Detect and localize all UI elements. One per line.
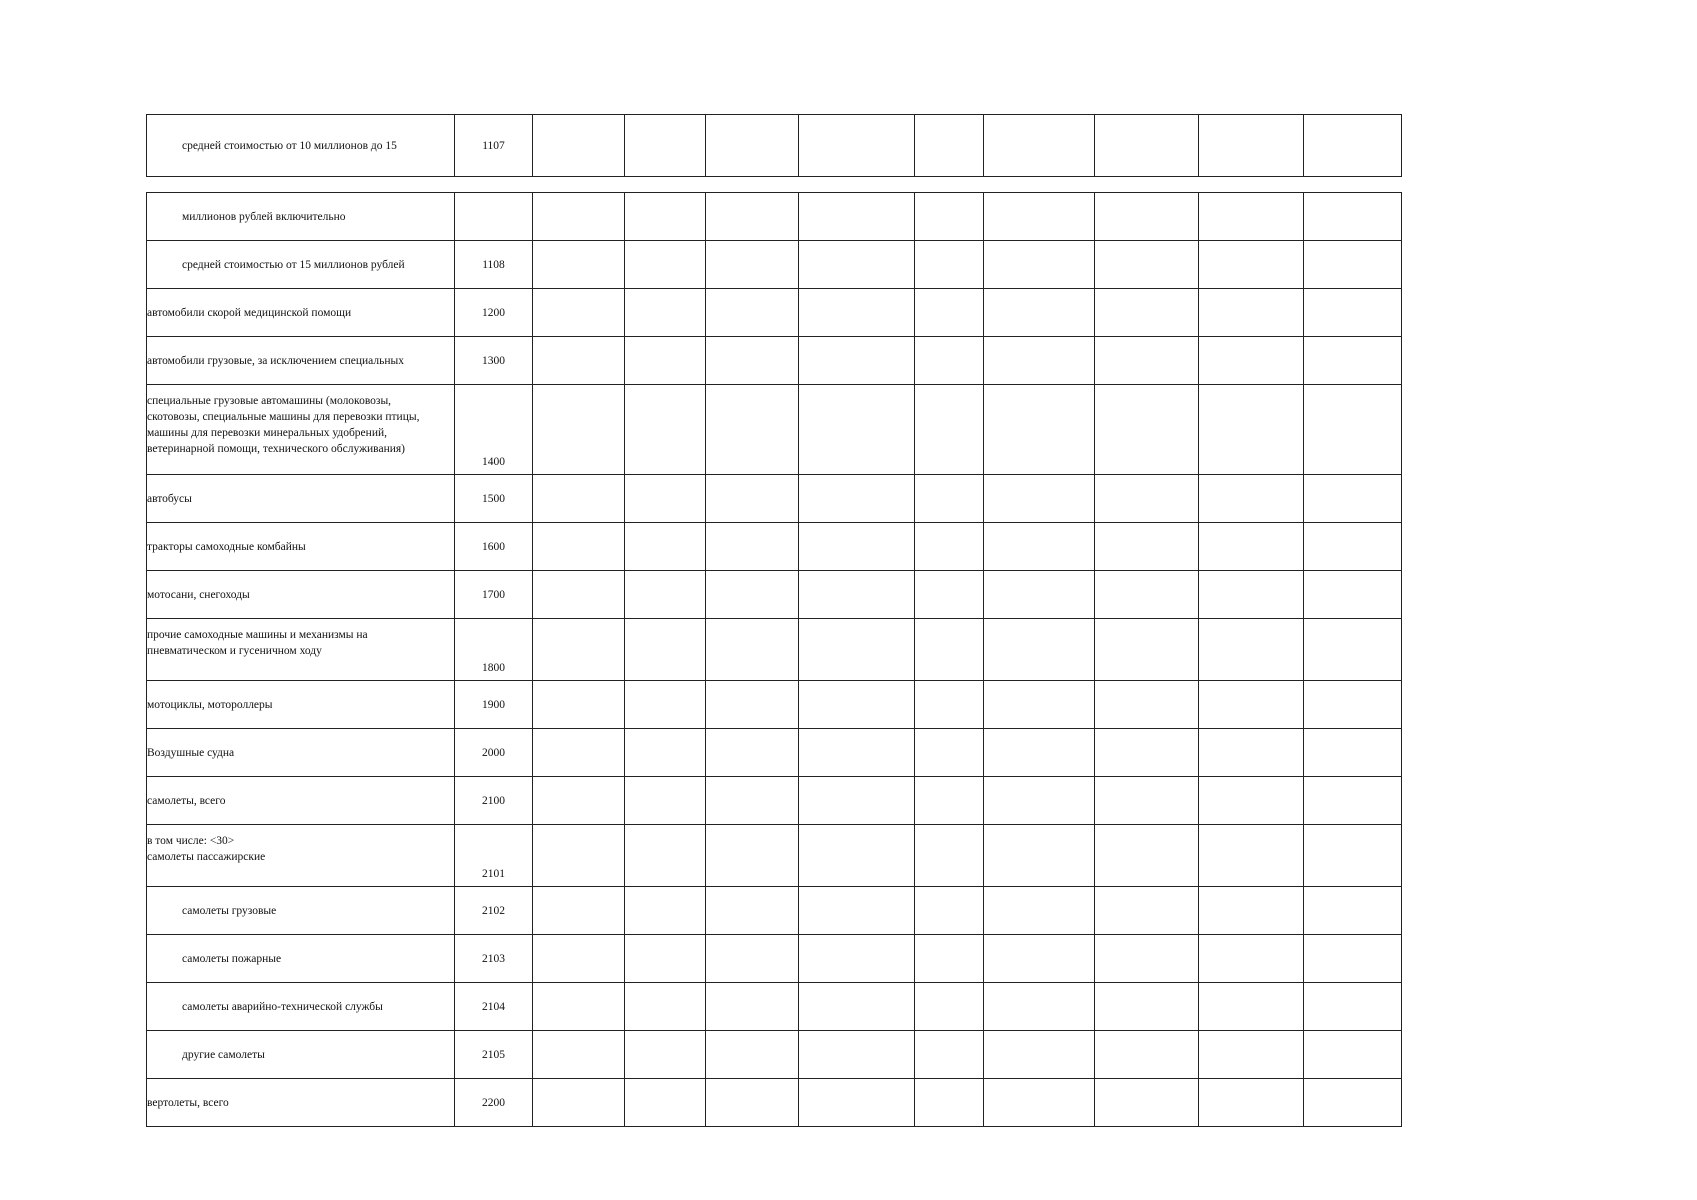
empty-value-cell[interactable]	[1304, 337, 1402, 385]
row-name-cell	[147, 935, 455, 983]
table-row	[147, 289, 1402, 337]
table-row	[147, 523, 1402, 571]
empty-value-cell[interactable]	[533, 337, 625, 385]
empty-value-cell[interactable]	[1199, 825, 1304, 887]
row-name-text: самолеты пожарные	[182, 952, 282, 965]
row-name-text: другие самолеты	[182, 1048, 265, 1061]
empty-value-cell[interactable]	[706, 115, 799, 177]
row-name-cell	[147, 1079, 455, 1127]
table-row	[147, 1031, 1402, 1079]
empty-value-cell[interactable]	[706, 887, 799, 935]
row-code-cell: 1600	[455, 523, 533, 571]
empty-value-cell[interactable]	[799, 935, 915, 983]
row-name-cell	[147, 887, 455, 935]
empty-value-cell[interactable]	[1304, 523, 1402, 571]
empty-value-cell[interactable]	[984, 777, 1095, 825]
empty-value-cell[interactable]	[799, 619, 915, 681]
row-code-cell: 1800	[455, 619, 533, 681]
row-name-text: тракторы самоходные комбайны	[147, 540, 306, 553]
empty-value-cell[interactable]	[1199, 619, 1304, 681]
empty-value-cell[interactable]	[1304, 385, 1402, 475]
row-name-text: прочие самоходные машины и механизмы на пневматическом и гусеничном ходу	[147, 629, 368, 657]
row-name-cell	[147, 729, 455, 777]
empty-value-cell[interactable]	[625, 983, 706, 1031]
empty-value-cell[interactable]	[706, 1079, 799, 1127]
empty-value-cell[interactable]	[625, 475, 706, 523]
empty-value-cell[interactable]	[1095, 475, 1199, 523]
empty-value-cell[interactable]	[984, 571, 1095, 619]
empty-value-cell[interactable]	[625, 523, 706, 571]
row-name-cell	[147, 193, 455, 241]
empty-value-cell[interactable]	[984, 729, 1095, 777]
row-name-text: мотосани, снегоходы	[147, 588, 250, 601]
empty-value-cell[interactable]	[984, 115, 1095, 177]
empty-value-cell[interactable]	[625, 777, 706, 825]
empty-value-cell[interactable]	[984, 887, 1095, 935]
empty-value-cell[interactable]	[984, 1031, 1095, 1079]
row-code-cell: 2100	[455, 777, 533, 825]
empty-value-cell[interactable]	[915, 289, 984, 337]
empty-value-cell[interactable]	[984, 935, 1095, 983]
empty-value-cell[interactable]	[984, 619, 1095, 681]
empty-value-cell[interactable]	[1095, 887, 1199, 935]
empty-value-cell[interactable]	[799, 193, 915, 241]
empty-value-cell[interactable]	[706, 681, 799, 729]
empty-value-cell[interactable]	[1095, 385, 1199, 475]
row-name-text: самолеты грузовые	[182, 904, 277, 917]
empty-value-cell[interactable]	[1095, 777, 1199, 825]
empty-value-cell[interactable]	[984, 193, 1095, 241]
empty-value-cell[interactable]	[1304, 115, 1402, 177]
table-row	[147, 935, 1402, 983]
empty-value-cell[interactable]	[915, 193, 984, 241]
row-code-cell: 1700	[455, 571, 533, 619]
row-name-text: Воздушные судна	[147, 746, 235, 759]
empty-value-cell[interactable]	[533, 729, 625, 777]
empty-value-cell[interactable]	[915, 1031, 984, 1079]
empty-value-cell[interactable]	[625, 1031, 706, 1079]
empty-value-cell[interactable]	[1199, 1031, 1304, 1079]
empty-value-cell[interactable]	[706, 289, 799, 337]
empty-value-cell[interactable]	[706, 935, 799, 983]
empty-value-cell[interactable]	[799, 825, 915, 887]
empty-value-cell[interactable]	[706, 777, 799, 825]
empty-value-cell[interactable]	[1304, 619, 1402, 681]
table-row	[147, 825, 1402, 887]
empty-value-cell[interactable]	[1095, 825, 1199, 887]
empty-value-cell[interactable]	[915, 385, 984, 475]
empty-value-cell[interactable]	[706, 241, 799, 289]
row-name-cell	[147, 777, 455, 825]
row-name-cell	[147, 475, 455, 523]
empty-value-cell[interactable]	[1304, 1031, 1402, 1079]
empty-value-cell[interactable]	[799, 523, 915, 571]
empty-value-cell[interactable]	[1199, 193, 1304, 241]
empty-value-cell[interactable]	[625, 385, 706, 475]
empty-value-cell[interactable]	[706, 619, 799, 681]
empty-value-cell[interactable]	[706, 385, 799, 475]
empty-value-cell[interactable]	[1199, 935, 1304, 983]
empty-value-cell[interactable]	[533, 1031, 625, 1079]
empty-value-cell[interactable]	[625, 571, 706, 619]
empty-value-cell[interactable]	[1095, 241, 1199, 289]
empty-value-cell[interactable]	[1095, 337, 1199, 385]
table-row	[147, 729, 1402, 777]
table-row	[147, 619, 1402, 681]
empty-value-cell[interactable]	[625, 337, 706, 385]
empty-value-cell[interactable]	[1199, 523, 1304, 571]
empty-value-cell[interactable]	[799, 777, 915, 825]
row-name-text: самолеты, всего	[147, 794, 226, 807]
table-row	[147, 571, 1402, 619]
empty-value-cell[interactable]	[1199, 289, 1304, 337]
row-code-cell: 2103	[455, 935, 533, 983]
empty-value-cell[interactable]	[915, 887, 984, 935]
empty-value-cell[interactable]	[1199, 337, 1304, 385]
row-code-cell: 2102	[455, 887, 533, 935]
empty-value-cell[interactable]	[625, 193, 706, 241]
table-row	[147, 337, 1402, 385]
row-name-cell	[147, 681, 455, 729]
row-name-text: средней стоимостью от 10 миллионов до 15	[182, 139, 397, 152]
empty-value-cell[interactable]	[533, 571, 625, 619]
empty-value-cell[interactable]	[706, 337, 799, 385]
row-name-cell	[147, 337, 455, 385]
row-name-text: вертолеты, всего	[147, 1096, 229, 1109]
empty-value-cell[interactable]	[984, 825, 1095, 887]
row-name-cell	[147, 571, 455, 619]
empty-value-cell[interactable]	[799, 241, 915, 289]
table-row	[147, 115, 1402, 177]
empty-value-cell[interactable]	[1199, 385, 1304, 475]
row-code-cell: 1900	[455, 681, 533, 729]
row-name-cell	[147, 983, 455, 1031]
empty-value-cell[interactable]	[625, 681, 706, 729]
row-code-cell: 2200	[455, 1079, 533, 1127]
empty-value-cell[interactable]	[1199, 681, 1304, 729]
empty-value-cell[interactable]	[1304, 887, 1402, 935]
empty-value-cell[interactable]	[915, 935, 984, 983]
empty-value-cell[interactable]	[1095, 983, 1199, 1031]
empty-value-cell[interactable]	[533, 825, 625, 887]
empty-value-cell[interactable]	[533, 935, 625, 983]
empty-value-cell[interactable]	[915, 619, 984, 681]
empty-value-cell[interactable]	[1304, 777, 1402, 825]
empty-value-cell[interactable]	[1304, 241, 1402, 289]
row-name-text: специальные грузовые автомашины (молоковозы, скотовозы, специальные машины для перевозки птицы, машины для перевозки минеральных удобрений, ветеринарной помощи, технического обслуживания)	[147, 395, 420, 455]
empty-value-cell[interactable]	[984, 523, 1095, 571]
empty-value-cell[interactable]	[706, 475, 799, 523]
empty-value-cell[interactable]	[706, 523, 799, 571]
row-name-cell	[147, 523, 455, 571]
row-code-cell: 2101	[455, 825, 533, 887]
empty-value-cell[interactable]	[706, 983, 799, 1031]
empty-value-cell[interactable]	[533, 777, 625, 825]
empty-value-cell[interactable]	[625, 619, 706, 681]
empty-value-cell[interactable]	[915, 1079, 984, 1127]
empty-value-cell[interactable]	[1199, 475, 1304, 523]
form-table-main	[146, 192, 1402, 1127]
empty-value-cell[interactable]	[1095, 1031, 1199, 1079]
empty-value-cell[interactable]	[799, 887, 915, 935]
empty-value-cell[interactable]	[533, 1079, 625, 1127]
empty-value-cell[interactable]	[625, 1079, 706, 1127]
empty-value-cell[interactable]	[706, 1031, 799, 1079]
row-code-cell: 1107	[455, 115, 533, 177]
empty-value-cell[interactable]	[625, 825, 706, 887]
empty-value-cell[interactable]	[915, 241, 984, 289]
empty-value-cell[interactable]	[1304, 681, 1402, 729]
row-name-text: автомобили грузовые, за исключением специальных	[147, 354, 404, 367]
row-code-cell: 1400	[455, 385, 533, 475]
empty-value-cell[interactable]	[799, 475, 915, 523]
empty-value-cell[interactable]	[1304, 983, 1402, 1031]
empty-value-cell[interactable]	[1095, 115, 1199, 177]
empty-value-cell[interactable]	[1199, 777, 1304, 825]
empty-value-cell[interactable]	[533, 385, 625, 475]
empty-value-cell[interactable]	[1095, 289, 1199, 337]
empty-value-cell[interactable]	[1304, 289, 1402, 337]
empty-value-cell[interactable]	[533, 887, 625, 935]
row-name-cell	[147, 115, 455, 177]
row-name-text: автомобили скорой медицинской помощи	[147, 306, 352, 319]
empty-value-cell[interactable]	[915, 523, 984, 571]
empty-value-cell[interactable]	[799, 289, 915, 337]
row-name-text: миллионов рублей включительно	[182, 210, 346, 223]
row-name-cell	[147, 385, 455, 475]
row-code-cell: 1300	[455, 337, 533, 385]
empty-value-cell[interactable]	[1304, 475, 1402, 523]
empty-value-cell[interactable]	[706, 729, 799, 777]
empty-value-cell[interactable]	[915, 729, 984, 777]
empty-value-cell[interactable]	[984, 681, 1095, 729]
row-code-cell: 2105	[455, 1031, 533, 1079]
empty-value-cell[interactable]	[533, 115, 625, 177]
table-row	[147, 887, 1402, 935]
row-name-text: мотоциклы, мотороллеры	[147, 698, 273, 711]
table-row	[147, 475, 1402, 523]
empty-value-cell[interactable]	[799, 729, 915, 777]
empty-value-cell[interactable]	[1199, 729, 1304, 777]
empty-value-cell[interactable]	[915, 681, 984, 729]
empty-value-cell[interactable]	[1095, 193, 1199, 241]
empty-value-cell[interactable]	[625, 115, 706, 177]
empty-value-cell[interactable]	[1199, 571, 1304, 619]
empty-value-cell[interactable]	[533, 475, 625, 523]
row-name-cell	[147, 289, 455, 337]
empty-value-cell[interactable]	[1095, 571, 1199, 619]
empty-value-cell[interactable]	[533, 619, 625, 681]
table-row	[147, 1079, 1402, 1127]
empty-value-cell[interactable]	[1199, 115, 1304, 177]
empty-value-cell[interactable]	[625, 935, 706, 983]
row-name-text: автобусы	[147, 492, 192, 505]
row-name-cell	[147, 1031, 455, 1079]
empty-value-cell[interactable]	[533, 523, 625, 571]
empty-value-cell[interactable]	[915, 983, 984, 1031]
empty-value-cell[interactable]	[625, 289, 706, 337]
form-table-continuation-top	[146, 114, 1402, 177]
empty-value-cell[interactable]	[533, 289, 625, 337]
empty-value-cell[interactable]	[1095, 681, 1199, 729]
row-name-cell	[147, 241, 455, 289]
row-code-cell: 2104	[455, 983, 533, 1031]
row-name-text: в том числе: <30> самолеты пассажирские	[147, 835, 266, 863]
empty-value-cell[interactable]	[984, 983, 1095, 1031]
empty-value-cell[interactable]	[799, 1079, 915, 1127]
empty-value-cell[interactable]	[1095, 523, 1199, 571]
empty-value-cell[interactable]	[1199, 1079, 1304, 1127]
row-code-cell: 2000	[455, 729, 533, 777]
empty-value-cell[interactable]	[706, 825, 799, 887]
empty-value-cell[interactable]	[799, 337, 915, 385]
table-row	[147, 777, 1402, 825]
empty-value-cell[interactable]	[1095, 619, 1199, 681]
empty-value-cell[interactable]	[1095, 1079, 1199, 1127]
empty-value-cell[interactable]	[1304, 935, 1402, 983]
empty-value-cell[interactable]	[984, 289, 1095, 337]
empty-value-cell[interactable]	[799, 115, 915, 177]
empty-value-cell[interactable]	[1304, 1079, 1402, 1127]
empty-value-cell[interactable]	[915, 475, 984, 523]
empty-value-cell[interactable]	[984, 385, 1095, 475]
row-name-text: средней стоимостью от 15 миллионов рублей	[182, 258, 405, 271]
empty-value-cell[interactable]	[915, 777, 984, 825]
empty-value-cell[interactable]	[915, 825, 984, 887]
empty-value-cell[interactable]	[799, 681, 915, 729]
empty-value-cell[interactable]	[984, 337, 1095, 385]
empty-value-cell[interactable]	[1095, 935, 1199, 983]
row-code-cell: 1500	[455, 475, 533, 523]
table-row	[147, 241, 1402, 289]
row-name-cell	[147, 825, 455, 887]
empty-value-cell[interactable]	[1304, 193, 1402, 241]
empty-value-cell[interactable]	[625, 887, 706, 935]
empty-value-cell[interactable]	[984, 1079, 1095, 1127]
empty-value-cell[interactable]	[915, 115, 984, 177]
table-row	[147, 385, 1402, 475]
empty-value-cell[interactable]	[799, 983, 915, 1031]
empty-value-cell[interactable]	[625, 241, 706, 289]
empty-value-cell[interactable]	[984, 475, 1095, 523]
row-name-cell	[147, 619, 455, 681]
row-code-cell: 1200	[455, 289, 533, 337]
empty-value-cell[interactable]	[799, 385, 915, 475]
table-row	[147, 193, 1402, 241]
empty-value-cell[interactable]	[1304, 571, 1402, 619]
empty-value-cell[interactable]	[706, 193, 799, 241]
empty-value-cell[interactable]	[533, 983, 625, 1031]
empty-value-cell[interactable]	[799, 1031, 915, 1079]
empty-value-cell[interactable]	[799, 571, 915, 619]
empty-value-cell[interactable]	[1199, 983, 1304, 1031]
empty-value-cell[interactable]	[915, 337, 984, 385]
empty-value-cell[interactable]	[533, 241, 625, 289]
empty-value-cell[interactable]	[1304, 729, 1402, 777]
empty-value-cell[interactable]	[984, 241, 1095, 289]
empty-value-cell[interactable]	[915, 571, 984, 619]
empty-value-cell[interactable]	[1199, 887, 1304, 935]
empty-value-cell[interactable]	[1095, 729, 1199, 777]
empty-value-cell[interactable]	[625, 729, 706, 777]
row-code-cell: 1108	[455, 241, 533, 289]
empty-value-cell[interactable]	[1304, 825, 1402, 887]
empty-value-cell[interactable]	[533, 193, 625, 241]
empty-value-cell[interactable]	[706, 571, 799, 619]
table-row	[147, 983, 1402, 1031]
row-name-text: самолеты аварийно-технической службы	[182, 1000, 383, 1013]
empty-value-cell[interactable]	[533, 681, 625, 729]
empty-value-cell[interactable]	[1199, 241, 1304, 289]
row-code-cell	[455, 193, 533, 241]
table-row	[147, 681, 1402, 729]
